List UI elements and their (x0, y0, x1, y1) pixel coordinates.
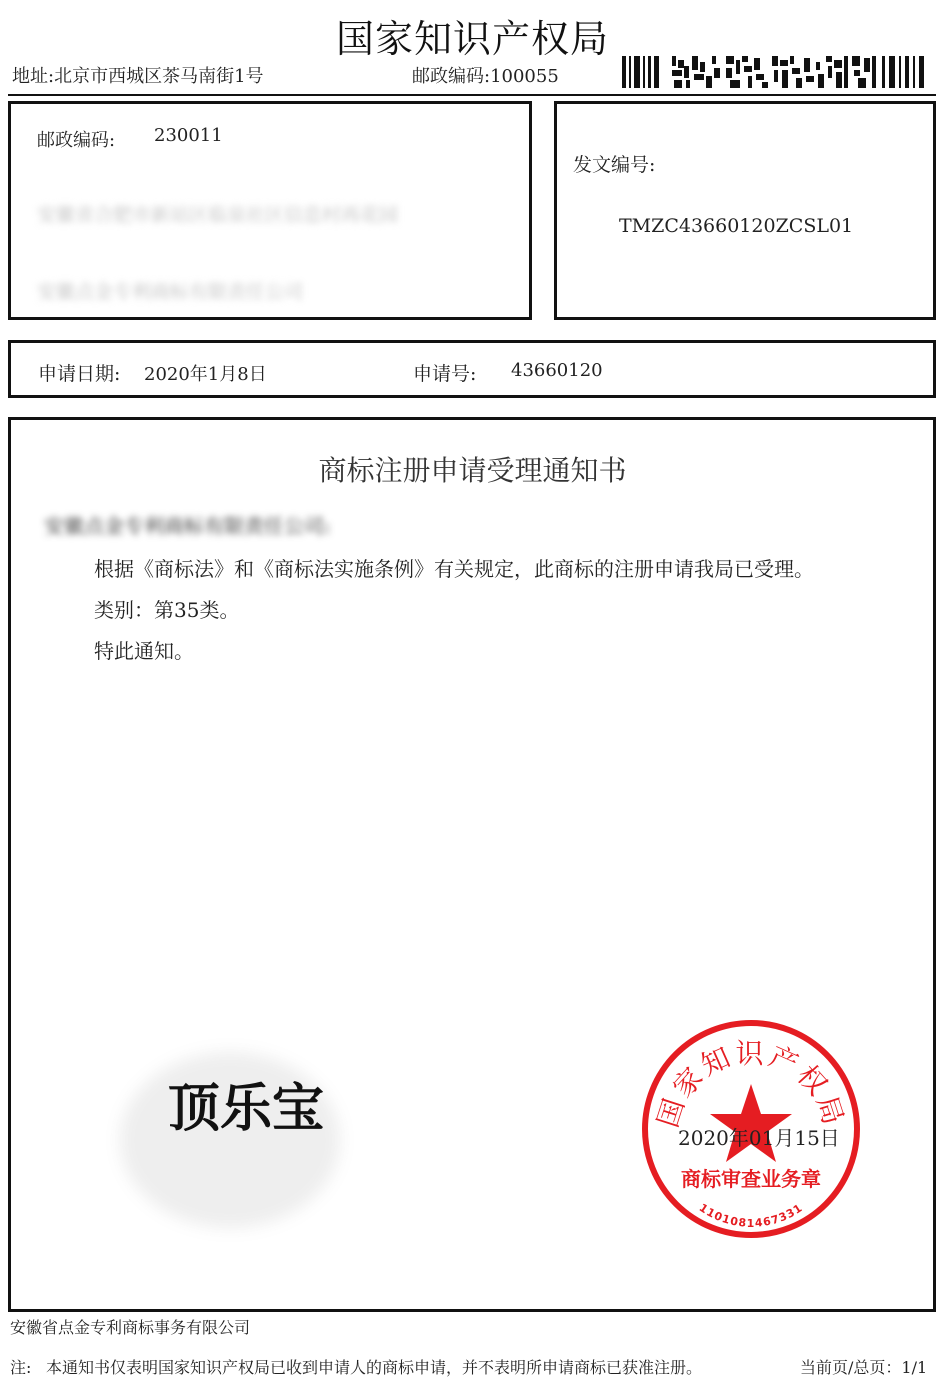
trademark-mark: 顶乐宝 (168, 1079, 325, 1139)
recipient-postcode-label: 邮政编码: (37, 130, 116, 151)
application-box (8, 340, 936, 398)
recipient-box (8, 101, 532, 320)
application-number-value: 43660120 (511, 360, 603, 381)
agency-name: 安徽省点金专利商标事务有限公司 (10, 1318, 251, 1337)
office-postcode: 邮政编码:100055 (412, 66, 559, 87)
seal-bottom-text: 商标审查业务章 (681, 1167, 821, 1191)
recipient-name-redacted: 安徽点金专利商标有限责任公司 (37, 281, 304, 303)
docnum-value: TMZC43660120ZCSL01 (619, 215, 854, 237)
page-indicator: 当前页/总页：1/1 (800, 1358, 928, 1377)
notice-line-class: 类别：第35类。 (94, 598, 240, 622)
notice-line-closing: 特此通知。 (94, 639, 194, 663)
notice-addressee-redacted: 安徽点金专利商标有限责任公司: (44, 514, 331, 538)
footer-note-prefix: 注: (10, 1358, 32, 1377)
recipient-postcode-value: 230011 (154, 125, 223, 146)
notice-line-acceptance: 根据《商标法》和《商标法实施条例》有关规定，此商标的注册申请我局已受理。 (94, 557, 814, 581)
application-date-label: 申请日期: (38, 363, 121, 385)
docnum-label: 发文编号: (573, 154, 656, 176)
application-date-value: 2020年1月8日 (144, 364, 267, 385)
page-title: 国家知识产权局 (335, 17, 609, 61)
docnum-box (554, 101, 936, 320)
seal-serial: 1101081467331 (696, 1201, 806, 1230)
seal-arc-text: 国家知识产权局 (651, 1037, 851, 1132)
office-address: 地址:北京市西城区茶马南街1号 (12, 66, 264, 87)
application-number-label: 申请号: (413, 363, 477, 385)
recipient-address-redacted: 安徽省合肥市新站区临泉社区信息村再花园 (37, 204, 399, 226)
notice-title: 商标注册申请受理通知书 (318, 454, 627, 487)
barcode-icon (622, 56, 928, 88)
seal-date: 2020年01月15日 (678, 1126, 840, 1150)
header-rule (8, 94, 936, 96)
footer-note: 本通知书仅表明国家知识产权局已收到申请人的商标申请，并不表明所申请商标已获准注册。 (46, 1358, 703, 1377)
